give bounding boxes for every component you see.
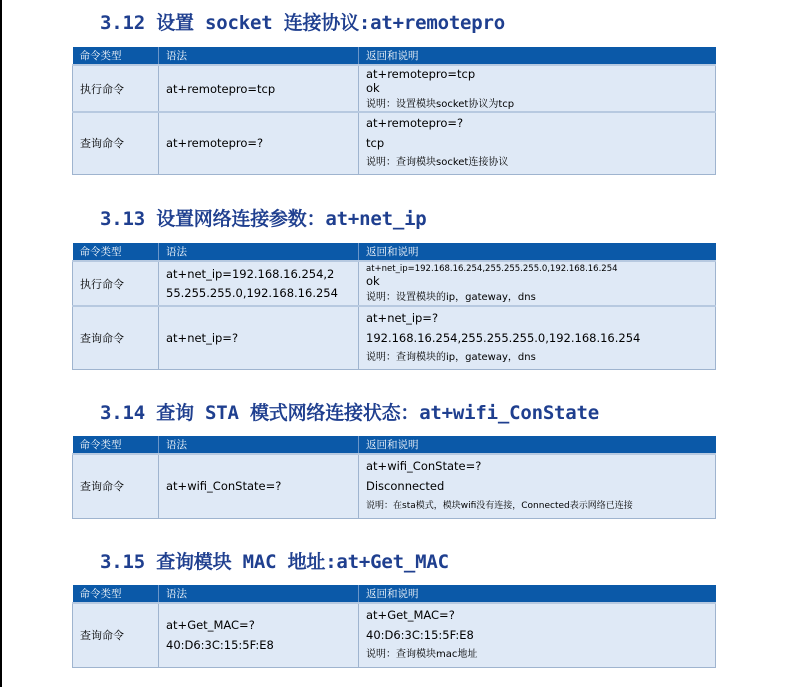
response-note: 说明：设置模块的ip，gateway，dns — [366, 292, 536, 303]
command-type-cell: 执行命令 — [73, 65, 159, 112]
header-command-type: 命令类型 — [73, 47, 159, 65]
syntax-line: at+remotepro=tcp — [166, 81, 276, 96]
response-line: 40:D6:3C:15:5F:E8 — [366, 628, 474, 643]
syntax-line: at+net_ip=192.168.16.254,2 — [166, 266, 335, 281]
header-command-type: 命令类型 — [73, 436, 159, 454]
table-header-row — [73, 436, 716, 454]
table-row — [73, 112, 716, 174]
table-header-row — [73, 47, 716, 65]
response-line: at+remotepro=? — [366, 116, 464, 131]
syntax-line: 55.255.255.0,192.168.16.254 — [166, 285, 338, 300]
response-line: at+net_ip=192.168.16.254,255.255.255.0,192.168.16.254 — [366, 264, 618, 274]
header-syntax: 语法 — [159, 436, 359, 454]
syntax-line: 40:D6:3C:15:5F:E8 — [166, 638, 274, 653]
command-type-cell: 查询命令 — [73, 112, 159, 174]
syntax-cell — [159, 603, 359, 667]
response-cell — [359, 261, 716, 306]
response-line: tcp — [366, 136, 385, 151]
response-line: at+Get_MAC=? — [366, 608, 455, 623]
table-header-row — [73, 243, 716, 261]
command-type-cell: 执行命令 — [73, 261, 159, 306]
response-cell — [359, 603, 716, 667]
response-note: 说明：查询模块mac地址 — [366, 649, 478, 661]
table-row — [73, 603, 716, 667]
command-table-3-13 — [72, 243, 716, 370]
table-row — [73, 261, 716, 306]
response-note: 说明：在sta模式，模块wifi没有连接，Connected表示网络已连接 — [366, 501, 633, 512]
syntax-cell — [159, 65, 359, 112]
response-note: 说明：设置模块socket协议为tcp — [366, 99, 515, 110]
response-line: ok — [366, 274, 380, 288]
response-cell — [359, 454, 716, 518]
section-heading-3-12: 3.12 设置 socket 连接协议:at+remotepro — [100, 12, 506, 34]
syntax-line: at+Get_MAC=? — [166, 618, 255, 633]
syntax-cell — [159, 454, 359, 518]
syntax-cell — [159, 306, 359, 369]
header-response: 返回和说明 — [359, 243, 716, 261]
header-command-type: 命令类型 — [73, 243, 159, 261]
table-row — [73, 454, 716, 518]
table-row — [73, 306, 716, 369]
response-line: ok — [366, 81, 380, 95]
header-response: 返回和说明 — [359, 585, 716, 603]
table-row — [73, 65, 716, 112]
command-type-cell: 查询命令 — [73, 454, 159, 518]
response-line: Disconnected — [366, 479, 445, 494]
section-heading-3-13: 3.13 设置网络连接参数：at+net_ip — [100, 208, 427, 230]
header-response: 返回和说明 — [359, 436, 716, 454]
section-heading-3-15: 3.15 查询模块 MAC 地址:at+Get_MAC — [100, 551, 449, 573]
page-edge — [0, 0, 2, 687]
command-type-cell: 查询命令 — [73, 306, 159, 369]
response-line: 192.168.16.254,255.255.255.0,192.168.16.254 — [366, 330, 641, 345]
response-cell — [359, 306, 716, 369]
command-table-3-14 — [72, 436, 716, 519]
syntax-line: at+wifi_ConState=? — [166, 479, 282, 494]
syntax-line: at+net_ip=? — [166, 330, 239, 345]
syntax-cell — [159, 112, 359, 174]
response-line: at+net_ip=? — [366, 310, 439, 325]
section-heading-3-14: 3.14 查询 STA 模式网络连接状态：at+wifi_ConState — [100, 402, 600, 424]
header-command-type: 命令类型 — [73, 585, 159, 603]
response-note: 说明：查询模块socket连接协议 — [366, 157, 509, 169]
syntax-line: at+remotepro=? — [166, 136, 264, 151]
command-table-3-15 — [72, 585, 716, 668]
command-type-cell: 查询命令 — [73, 603, 159, 667]
response-note: 说明：查询模块的ip，gateway，dns — [366, 351, 536, 363]
syntax-cell — [159, 261, 359, 306]
header-response: 返回和说明 — [359, 47, 716, 65]
header-syntax: 语法 — [159, 47, 359, 65]
response-cell — [359, 65, 716, 112]
response-line: at+wifi_ConState=? — [366, 459, 482, 474]
header-syntax: 语法 — [159, 243, 359, 261]
response-cell — [359, 112, 716, 174]
header-syntax: 语法 — [159, 585, 359, 603]
response-line: at+remotepro=tcp — [366, 67, 476, 81]
command-table-3-12 — [72, 47, 716, 175]
table-header-row — [73, 585, 716, 603]
